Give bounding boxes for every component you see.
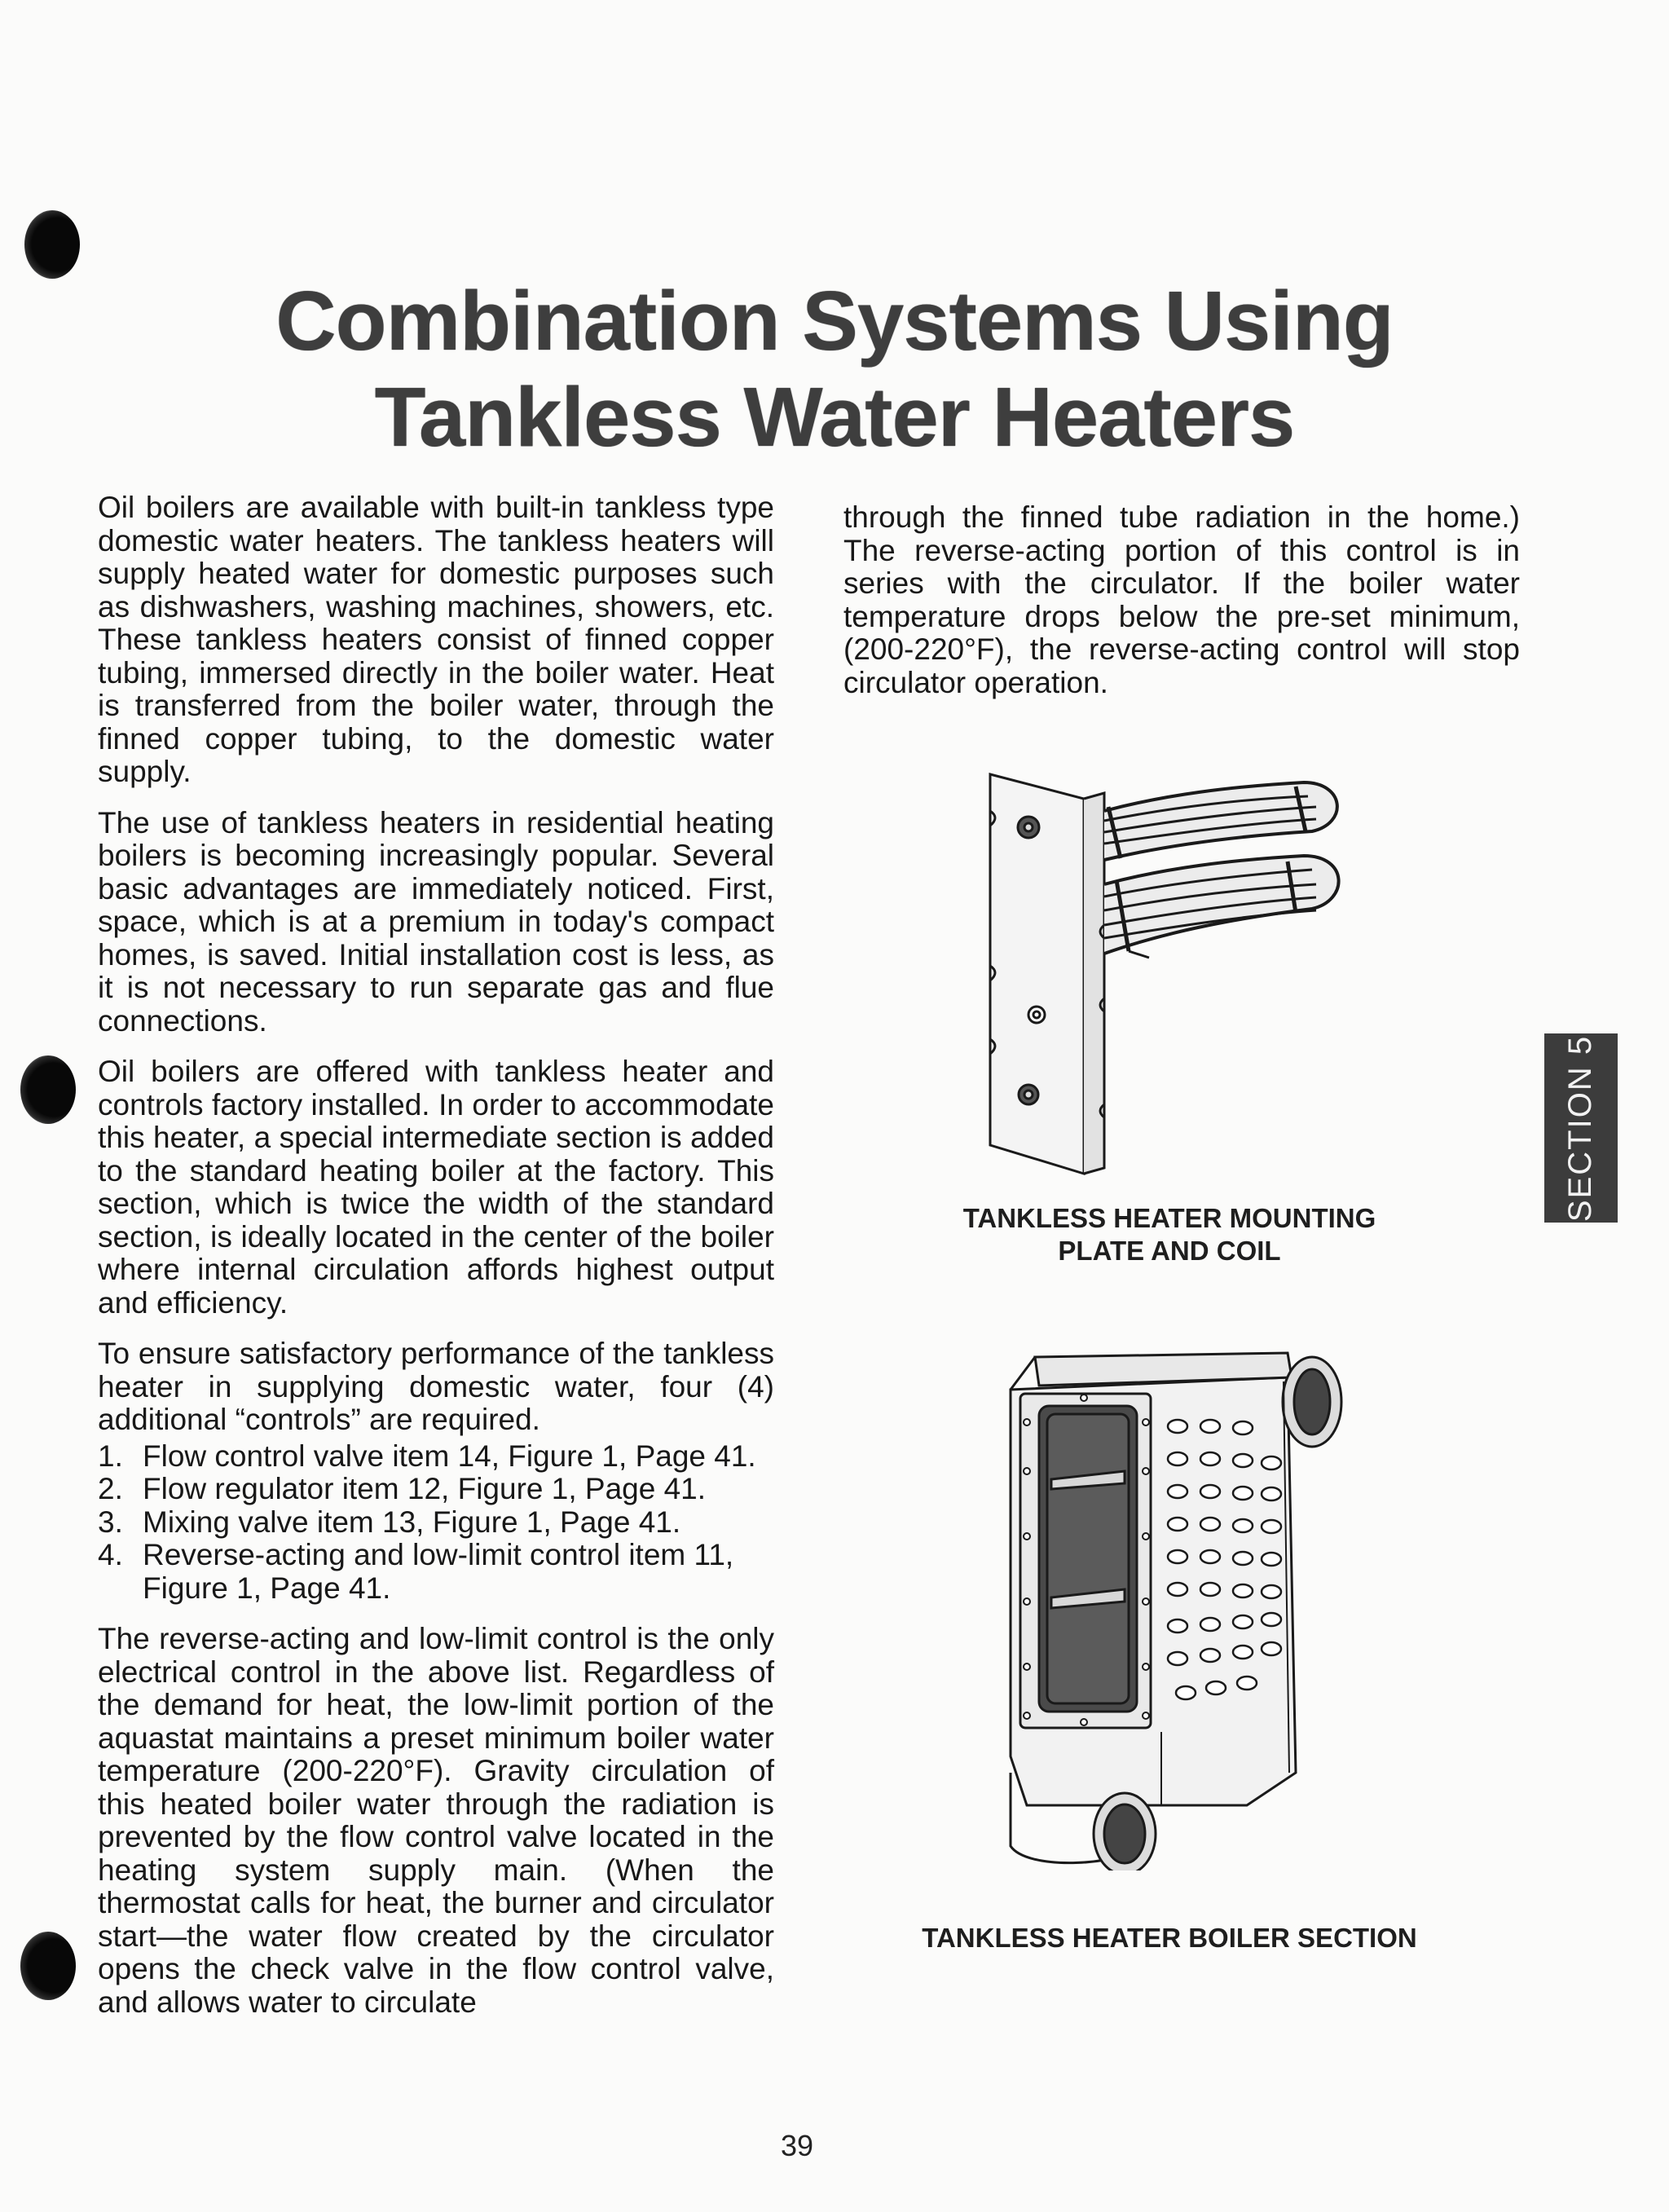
- title-line-1: Combination Systems Using: [275, 274, 1394, 368]
- list-item-text: Flow regulator item 12, Figure 1, Page 41.: [143, 1472, 707, 1505]
- paragraph-factory-installed: Oil boilers are offered with tankless heater and controls factory installed. In order to accommodate this heater, a special intermediate section is added to the standard heating boiler at the factory. This section, which is twice the width of the standard section, is ideally located in the center of the boiler where internal circulation affords highest output and efficiency.: [98, 1055, 774, 1320]
- section-tab-label: SECTION 5: [1562, 1034, 1599, 1222]
- page-title: [0, 273, 1669, 465]
- binder-hole-middle: [20, 1055, 76, 1124]
- paragraph-intro: Oil boilers are available with built-in tankless type domestic water heaters. The tankless heaters will supply heated water for domestic purposes such as dishwashers, washing machines, showers, etc. These tankless heaters consist of finned copper tubing, immersed directly in the boiler water. Heat is transferred from the boiler water, through the finned copper tubing, to the domestic water supply.: [98, 491, 774, 788]
- list-item-text: Reverse-acting and low-limit control item 11, Figure 1, Page 41.: [143, 1538, 734, 1605]
- list-item-number: 2.: [98, 1472, 123, 1505]
- list-item-text: Flow control valve item 14, Figure 1, Page 41.: [143, 1439, 756, 1473]
- title-line-2: Tankless Water Heaters: [374, 370, 1295, 464]
- list-item: [98, 1539, 774, 1605]
- figure-1-caption-line-2: PLATE AND COIL: [1058, 1236, 1281, 1266]
- list-item: [98, 1506, 774, 1540]
- list-item-number: 3.: [98, 1505, 123, 1539]
- section-tab: [1544, 1033, 1618, 1223]
- right-column: [843, 501, 1520, 717]
- page-number: 39: [780, 2129, 814, 2162]
- list-item-number: 1.: [98, 1439, 123, 1473]
- left-column: [98, 491, 774, 2037]
- controls-list: [98, 1440, 774, 1606]
- paragraph-low-limit-control: The reverse-acting and low-limit control is the only electrical control in the above list. Regardless of the demand for heat, the low-limit portion of the aquastat maintains a preset minimum boiler water temperature (200-220°F). Gravity circulation of this heated boiler water through the radiation is prevented by the flow control valve located in the heating system supply main. (When the thermostat calls for heat, the burner and circulator start—the water flow created by the circulator opens the check valve in the flow control valve, and allows water to circulate: [98, 1622, 774, 2019]
- paragraph-controls-required: To ensure satisfactory performance of the tankless heater in supplying domestic water, four (4) additional “controls” are required.: [98, 1337, 774, 1436]
- mounting-plate-coil-illustration: [986, 762, 1353, 1178]
- list-item-text: Mixing valve item 13, Figure 1, Page 41.: [143, 1505, 681, 1539]
- figure-2-caption: TANKLESS HEATER BOILER SECTION: [922, 1923, 1417, 1953]
- list-item: [98, 1473, 774, 1506]
- paragraph-advantages: The use of tankless heaters in residential heating boilers is becoming increasingly popular. Several basic advantages are immediately noticed. First, space, which is at a premium in today's compact homes, is saved. Initial installation cost is less, as it is not necessary to run separate gas and flue connections.: [98, 805, 774, 1038]
- list-item: [98, 1440, 774, 1474]
- figure-1-caption-line-1: TANKLESS HEATER MOUNTING: [962, 1203, 1376, 1233]
- boiler-section-illustration: [1002, 1349, 1345, 1871]
- binder-hole-bottom: [20, 1932, 76, 2000]
- figure-1-caption: [913, 1202, 1426, 1267]
- list-item-number: 4.: [98, 1538, 123, 1571]
- binder-hole-top: [24, 210, 80, 279]
- paragraph-reverse-acting: through the finned tube radiation in the home.) The reverse-acting portion of this control is in series with the circulator. If the boiler water temperature drops below the pre-set minimum, (200-220°F), the reverse-acting control will stop circulator operation.: [843, 500, 1520, 699]
